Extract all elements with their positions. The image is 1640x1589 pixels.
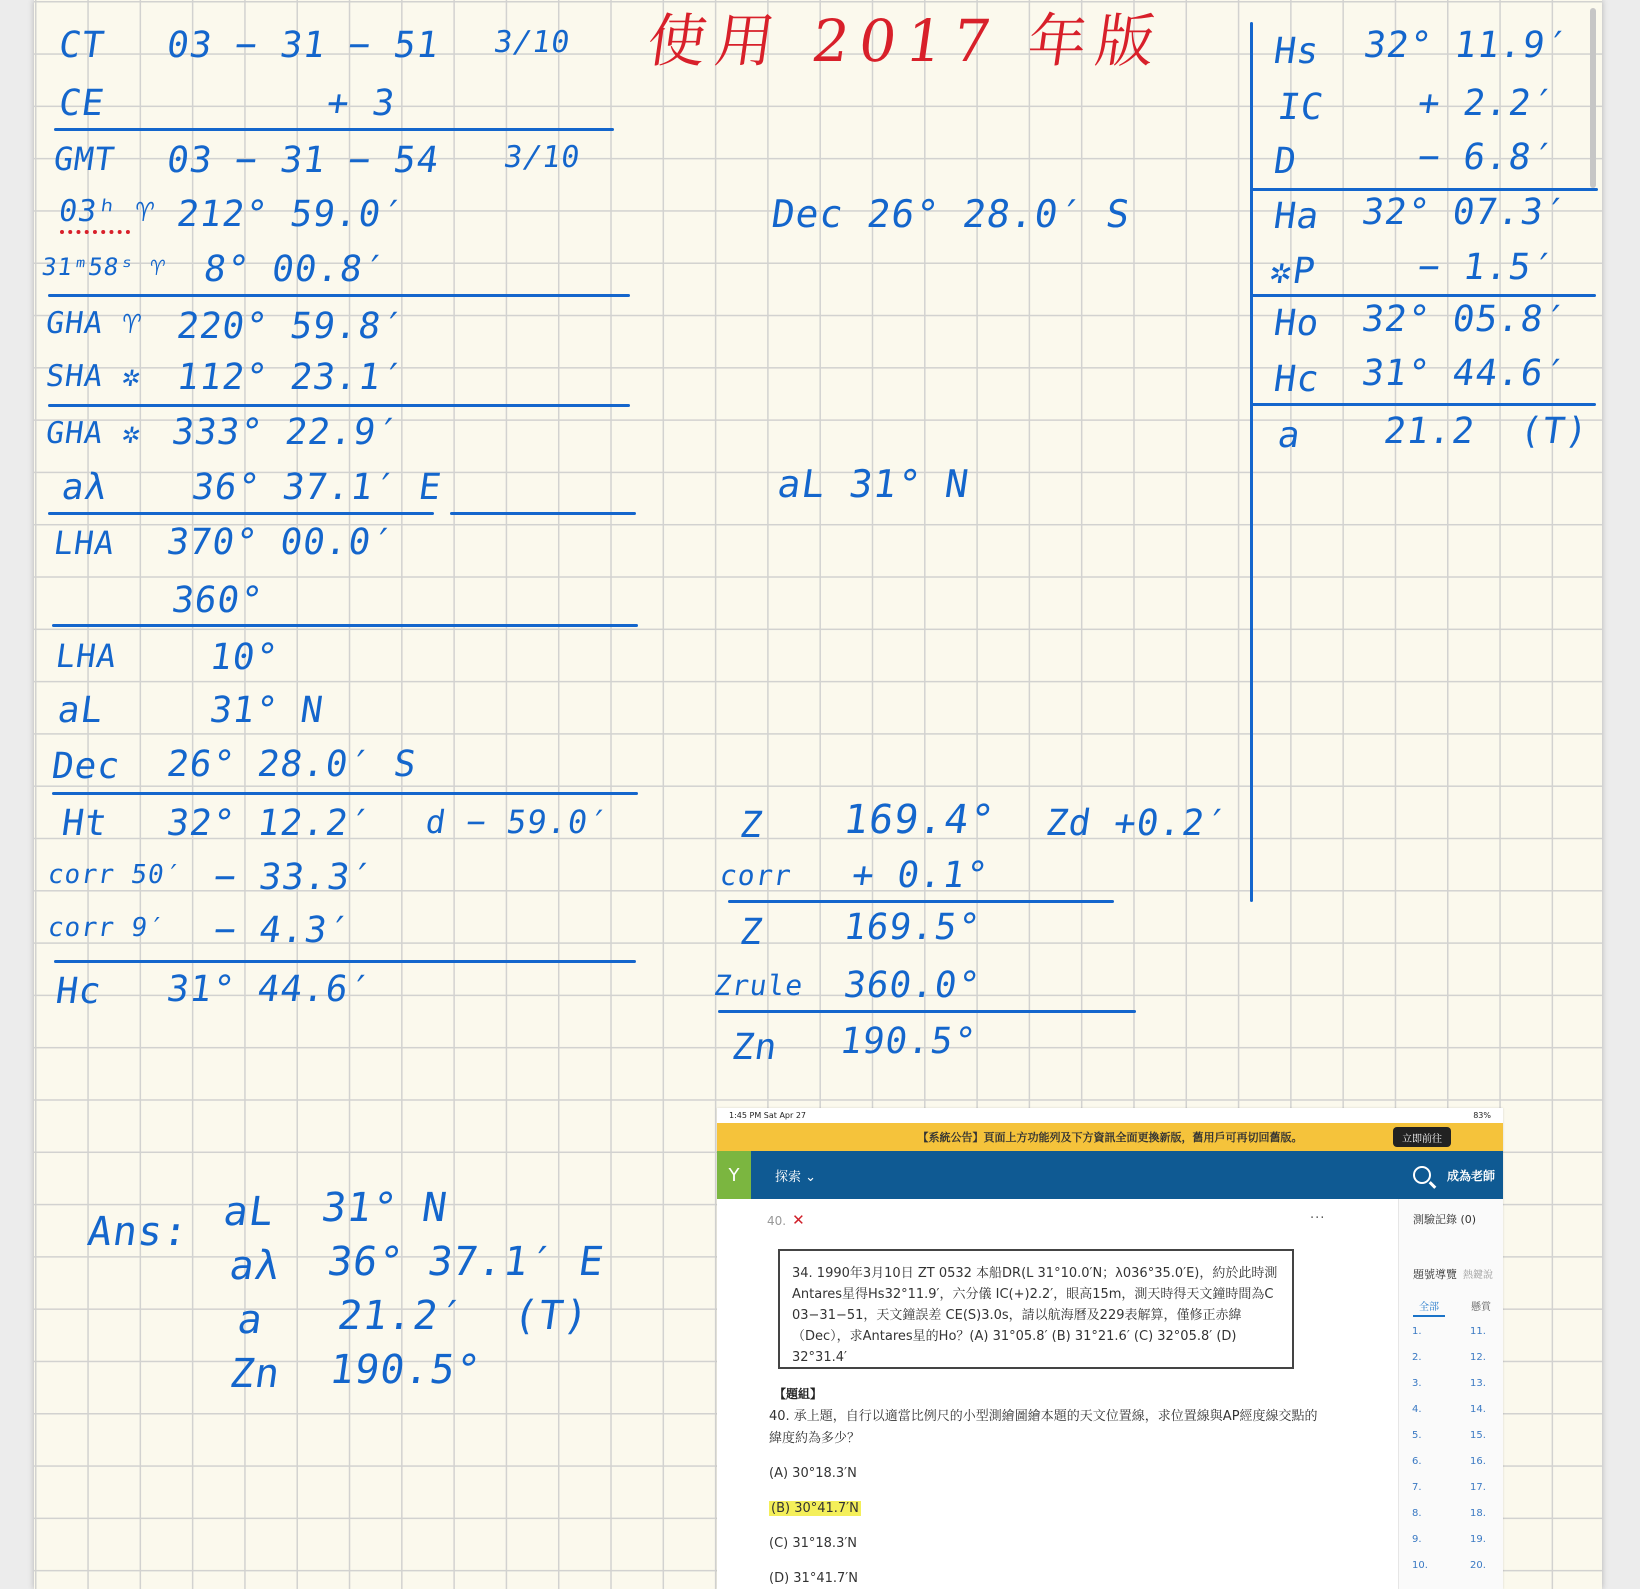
wrong-mark-icon: ✕ [792, 1211, 805, 1229]
divider [52, 624, 638, 627]
answer-key: aL [220, 1189, 278, 1235]
tab-all[interactable]: 全部 [1413, 1298, 1445, 1317]
question-number-link[interactable]: 13. [1470, 1378, 1486, 1389]
calc-value: 212° 59.0′ [174, 194, 407, 235]
z-label: Z [737, 805, 766, 846]
question-number-row [1412, 1534, 1503, 1560]
calc-label: corr 50′ [45, 860, 184, 890]
option-d[interactable]: (D) 31°41.7′N [769, 1571, 858, 1586]
al-note: aL 31° N [774, 462, 973, 506]
calc-value: 32° 05.8′ [1359, 299, 1570, 340]
calc-value: 32° 07.3′ [1359, 192, 1570, 233]
calc-value: 8° 00.8′ [201, 249, 389, 290]
question-number-link[interactable]: 16. [1470, 1456, 1486, 1467]
calc-label: 31ᵐ58ˢ ♈ [40, 253, 168, 281]
question-number-link[interactable]: 6. [1412, 1456, 1422, 1467]
question-number-link[interactable]: 20. [1470, 1560, 1486, 1571]
test-record-link[interactable]: 測驗記錄 (0) [1413, 1213, 1477, 1226]
question-number-link[interactable]: 7. [1412, 1482, 1422, 1493]
calc-label: CT [56, 25, 108, 66]
divider [54, 960, 636, 963]
calc-label: Hc [53, 971, 105, 1012]
explore-menu[interactable]: 探索 ⌄ [775, 1169, 817, 1185]
answer-key: Zn [226, 1351, 284, 1397]
vertical-divider [1250, 22, 1253, 902]
question-number-link[interactable]: 5. [1412, 1430, 1422, 1441]
z-value: 190.5° [837, 1021, 979, 1062]
calc-value: 360° [169, 580, 266, 621]
z-value: 169.4° [840, 797, 998, 843]
embedded-screenshot [717, 1108, 1503, 1589]
system-notice [717, 1123, 1503, 1151]
calc-value: 03 − 31 − 54 [164, 140, 443, 181]
question-number-list [1412, 1326, 1503, 1586]
dec-note: Dec 26° 28.0′ S [768, 192, 1134, 236]
calc-value: 112° 23.1′ [174, 357, 407, 398]
question-number-row [1412, 1378, 1503, 1404]
answer-value: 190.5° [326, 1347, 484, 1393]
calc-label: LHA [51, 524, 118, 562]
calc-value: 03 − 31 − 51 [164, 25, 443, 66]
top-nav [717, 1151, 1503, 1199]
calc-label: IC [1275, 87, 1327, 128]
calc-value: − 33.3′ [211, 857, 376, 898]
calc-value: − 1.5′ [1415, 247, 1557, 288]
tab-reward[interactable]: 懸賞 [1471, 1302, 1491, 1313]
question-number-row [1412, 1404, 1503, 1430]
z-value: + 0.1° [849, 855, 991, 896]
question-40-text: 40. 承上題，自行以適當比例尺的小型測繪圖繪本題的天文位置線，求位置線與AP經度線交點的緯度約為多少？ [769, 1409, 1318, 1446]
option-c[interactable]: (C) 31°18.3′N [769, 1536, 858, 1551]
calc-value: − 6.8′ [1415, 137, 1557, 178]
z-label: corr [717, 859, 794, 892]
question-number-link[interactable]: 1. [1412, 1326, 1422, 1337]
calc-label: D [1271, 141, 1300, 182]
divider [1250, 188, 1598, 191]
calc-label: Dec [49, 746, 123, 787]
question-34-box: 34. 1990年3月10日 ZT 0532 本船DR(L 31°10.0′N；λ036°35.0′E)，約於此時測Antares星得Hs32°11.9′，六分儀 IC(+)2.2′，眼高15m，測天時得天文鐘時間為C 03−31−51，天文鐘誤差 CE(S)3.0s，請以航海曆及229表解算，僅修正赤緯（Dec），求Antares星的Ho？(A) 31°05.8′ (B) 31°21.6′ (C) 32°05.8′ (D) 32°31.4′ [778, 1249, 1294, 1369]
calc-note: 3/10 [491, 25, 573, 60]
divider [54, 128, 614, 131]
calc-value: 31° 44.6′ [164, 969, 375, 1010]
become-teacher-link[interactable]: 成為老師 [1446, 1168, 1495, 1183]
answer-value: 21.2′ (T) [334, 1293, 593, 1339]
question-number-link[interactable]: 10. [1412, 1560, 1428, 1571]
site-logo-icon[interactable]: Y [717, 1151, 751, 1199]
answer-label: Ans: [84, 1209, 192, 1255]
divider [718, 1010, 1136, 1013]
calc-label: Hs [1271, 31, 1323, 72]
question-number-link[interactable]: 17. [1470, 1482, 1486, 1493]
go-now-button[interactable]: 立即前往 [1393, 1127, 1451, 1147]
calc-value: − 4.3′ [211, 910, 353, 951]
answer-value: 36° 37.1′ E [324, 1239, 608, 1285]
question-number-row [1412, 1430, 1503, 1456]
status-time: 1:45 PM Sat Apr 27 [729, 1111, 806, 1120]
page-title: 使用 2017 年版 [643, 7, 1170, 75]
question-number-link[interactable]: 14. [1470, 1404, 1486, 1415]
z-label: Zrule [711, 969, 806, 1002]
divider [1250, 294, 1596, 297]
option-a[interactable]: (A) 30°18.3′N [769, 1466, 857, 1481]
question-panel [717, 1199, 1397, 1589]
question-number-link[interactable]: 15. [1470, 1430, 1486, 1441]
nav-title: 題號導覽 熱鍵說 [1413, 1268, 1493, 1281]
divider [450, 512, 636, 515]
search-icon[interactable] [1413, 1166, 1431, 1184]
calc-label: a [1275, 415, 1304, 456]
calc-label: Hc [1271, 359, 1323, 400]
calc-value: 26° 28.0′ S [164, 744, 420, 785]
question-number-row [1412, 1508, 1503, 1534]
nav-tabs [1413, 1298, 1503, 1317]
more-options-icon[interactable]: ··· [1310, 1211, 1326, 1226]
z-value: 169.5° [841, 907, 983, 948]
question-number-link[interactable]: 8. [1412, 1508, 1422, 1519]
divider [48, 404, 630, 407]
calc-value: + 3 [324, 83, 398, 124]
calc-value: 32° 11.9′ [1361, 25, 1572, 66]
calc-label: Ht [59, 803, 111, 844]
question-number-link[interactable]: 19. [1470, 1534, 1486, 1545]
question-number-row [1412, 1482, 1503, 1508]
calc-value: 220° 59.8′ [174, 306, 407, 347]
answer-value: 31° N [318, 1185, 451, 1231]
question-number-row [1412, 1560, 1503, 1586]
question-sidebar [1398, 1199, 1503, 1589]
calc-value: 333° 22.9′ [169, 412, 402, 453]
question-number-row [1412, 1352, 1503, 1378]
question-number-link[interactable]: 9. [1412, 1534, 1422, 1545]
calc-label: aλ [59, 467, 111, 508]
z-value: 360.0° [841, 965, 983, 1006]
calc-label: Ho [1271, 303, 1323, 344]
z-label: Z [737, 912, 766, 953]
calc-value: 370° 00.0′ [164, 522, 397, 563]
calc-value: + 2.2′ [1415, 83, 1557, 124]
z-label: Zn [729, 1027, 781, 1068]
calc-value: 31° 44.6′ [1359, 353, 1570, 394]
calc-label: LHA [53, 637, 120, 675]
calc-label: corr 9′ [45, 913, 167, 943]
divider [52, 792, 638, 795]
question-number-link[interactable]: 12. [1470, 1352, 1486, 1363]
divider [48, 294, 630, 297]
question-number-link[interactable]: 11. [1470, 1326, 1486, 1337]
battery-status: 83% [1473, 1111, 1491, 1120]
calc-value: 36° 37.1′ E [189, 467, 445, 508]
question-number-link[interactable]: 4. [1412, 1404, 1422, 1415]
divider [48, 512, 434, 515]
option-b-selected[interactable]: (B) 30°41.7′N [771, 1501, 859, 1516]
calc-note: d − 59.0′ [423, 803, 612, 841]
question-number: 40. ✕ [767, 1211, 805, 1229]
red-dotted-underline [60, 230, 130, 234]
question-number-link[interactable]: 2. [1412, 1352, 1422, 1363]
calc-label: ✲P [1267, 251, 1319, 292]
divider [728, 900, 1114, 903]
calc-label: SHA ✲ [43, 359, 144, 394]
calc-label: GMT [51, 140, 118, 178]
calc-label: aL [55, 690, 107, 731]
calc-label: GHA ♈ [43, 306, 144, 341]
calc-value: 10° [207, 637, 281, 678]
question-number-row [1412, 1326, 1503, 1352]
calc-value: 31° N [207, 690, 327, 731]
status-bar [717, 1108, 1503, 1123]
answer-key: a [234, 1297, 267, 1343]
calc-label: CE [56, 83, 108, 124]
group-label: 【題組】 [774, 1387, 823, 1401]
calc-label: 03ʰ ♈ [56, 194, 157, 229]
question-number-link[interactable]: 3. [1412, 1378, 1422, 1389]
calc-label: GHA ✲ [43, 416, 144, 451]
divider [1250, 403, 1596, 406]
calc-label: Ha [1271, 196, 1323, 237]
notice-text: 【系統公告】頁面上方功能列及下方資訊全面更換新版，舊用戶可再切回舊版。 [917, 1131, 1303, 1144]
calc-note: 3/10 [501, 140, 583, 175]
question-number-row [1412, 1456, 1503, 1482]
scrollbar[interactable] [1590, 8, 1596, 188]
calc-value: 21.2 (T) [1381, 411, 1592, 452]
question-number-link[interactable]: 18. [1470, 1508, 1486, 1519]
z-note: Zd +0.2′ [1043, 803, 1231, 844]
calc-value: 32° 12.2′ [164, 803, 375, 844]
answer-key: aλ [226, 1243, 284, 1289]
